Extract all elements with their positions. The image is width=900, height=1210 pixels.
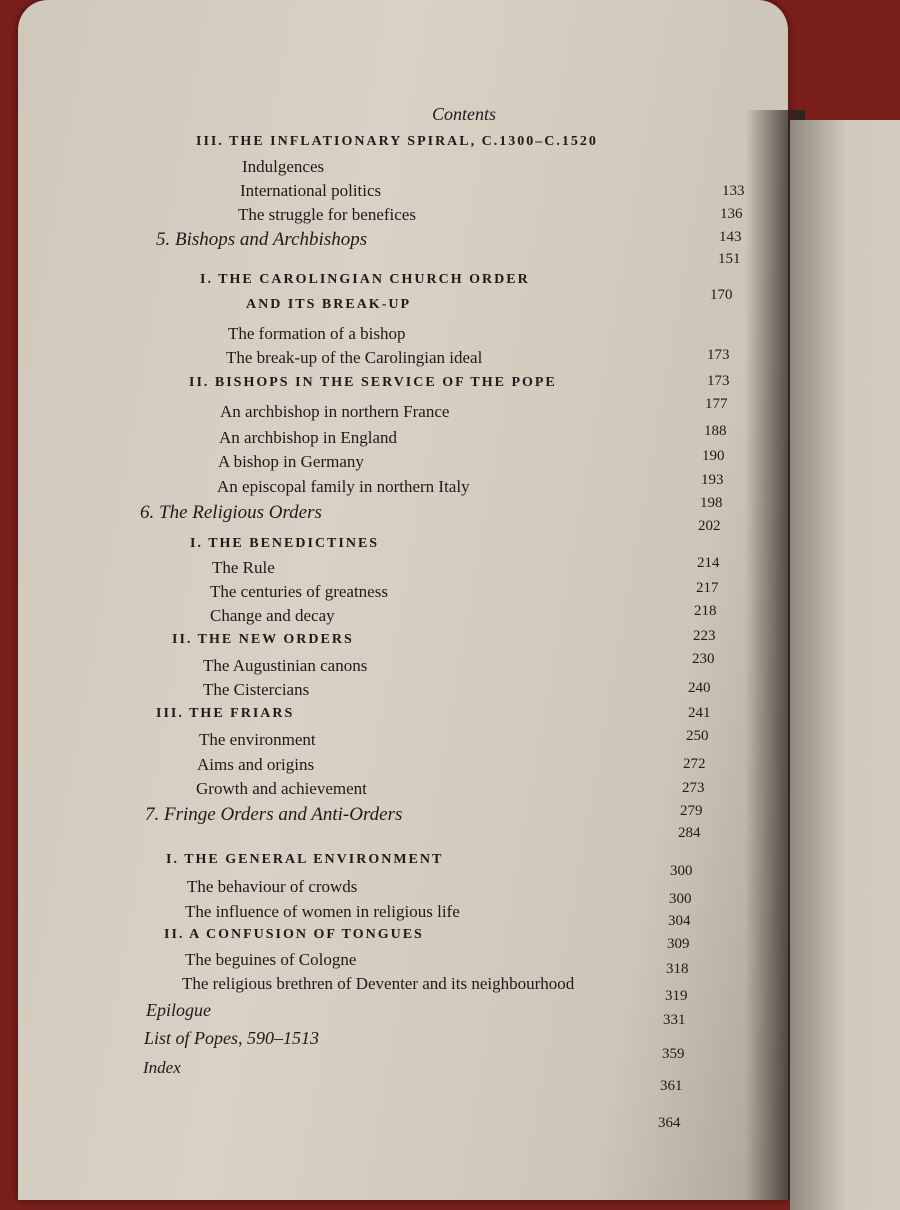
toc-section: III. THE FRIARS <box>156 706 295 721</box>
page-number: 361 <box>660 1078 683 1094</box>
toc-chapter: Epilogue <box>146 1000 211 1020</box>
page-number: 359 <box>662 1046 685 1062</box>
toc-chapter: 6. The Religious Orders <box>140 502 322 523</box>
toc-subsection: The Augustinian canons <box>203 656 368 675</box>
toc-subsection: Change and decay <box>210 606 335 625</box>
page-number: 284 <box>678 825 701 841</box>
toc-subsection: The religious brethren of Deventer and its neighbourhood <box>182 974 575 993</box>
page-number: 133 <box>722 183 745 199</box>
toc-subsection: The beguines of Cologne <box>185 950 357 969</box>
page-number: 190 <box>702 448 725 464</box>
page-number: 304 <box>668 913 691 929</box>
page-number: 173 <box>707 347 730 363</box>
page-number: 151 <box>718 251 741 267</box>
page-number: 217 <box>696 580 719 596</box>
toc-subsection: The influence of women in religious life <box>185 902 460 921</box>
page-number: 272 <box>683 756 706 772</box>
toc-subsection: International politics <box>240 181 382 200</box>
toc-subsection: The environment <box>199 730 316 749</box>
page-number: 319 <box>665 988 688 1004</box>
toc-chapter: 7. Fringe Orders and Anti-Orders <box>145 804 403 825</box>
page-number: 177 <box>705 396 728 412</box>
page-number: 170 <box>710 287 733 303</box>
page-number: 300 <box>670 863 693 879</box>
toc-subsection: The centuries of greatness <box>210 582 388 601</box>
toc-section: II. BISHOPS IN THE SERVICE OF THE POPE <box>189 375 557 390</box>
page-number: 188 <box>704 423 727 439</box>
page-number: 318 <box>666 961 689 977</box>
toc-section: II. THE NEW ORDERS <box>172 632 354 647</box>
toc-chapter: List of Popes, 590–1513 <box>144 1028 320 1048</box>
page-number: 250 <box>686 728 709 744</box>
toc-subsection: The behaviour of crowds <box>187 877 358 896</box>
page-number: 193 <box>701 472 724 488</box>
page-number: 198 <box>700 495 723 511</box>
toc-subsection: A bishop in Germany <box>218 452 364 471</box>
running-header: Contents <box>432 104 497 124</box>
page-number: 309 <box>667 936 690 952</box>
page-number: 364 <box>658 1115 681 1131</box>
toc-subsection: Aims and origins <box>197 755 315 774</box>
page-number: 202 <box>698 518 721 534</box>
toc-subsection: The Rule <box>212 558 275 577</box>
toc-section: I. THE BENEDICTINES <box>190 536 380 551</box>
toc-subsection: The struggle for benefices <box>238 205 416 224</box>
toc-section: AND ITS BREAK-UP <box>246 297 412 312</box>
toc-subsection: Indulgences <box>242 157 325 176</box>
toc-section: I. THE GENERAL ENVIRONMENT <box>166 852 444 867</box>
page-number: 136 <box>720 206 743 222</box>
toc-subsection: An archbishop in northern France <box>220 402 450 421</box>
page-number: 230 <box>692 651 715 667</box>
page-number: 273 <box>682 780 705 796</box>
page-number: 214 <box>697 555 720 571</box>
toc-subsection: Growth and achievement <box>196 779 367 798</box>
page-number: 173 <box>707 373 730 389</box>
toc-chapter: Index <box>143 1058 181 1077</box>
page-number: 241 <box>688 705 711 721</box>
page-number: 240 <box>688 680 711 696</box>
page-number: 300 <box>669 891 692 907</box>
facing-page <box>790 120 900 1210</box>
toc-subsection: An archbishop in England <box>219 428 397 447</box>
toc-section: I. THE CAROLINGIAN CHURCH ORDER <box>200 272 530 287</box>
page-number: 331 <box>663 1012 686 1028</box>
toc-subsection: The break-up of the Carolingian ideal <box>226 348 483 367</box>
page-number: 143 <box>719 229 742 245</box>
toc-section: III. THE INFLATIONARY SPIRAL, C.1300–C.1520 <box>196 134 598 149</box>
page-number: 223 <box>693 628 716 644</box>
toc-subsection: The formation of a bishop <box>228 324 406 343</box>
toc-chapter: 5. Bishops and Archbishops <box>156 229 368 250</box>
toc-subsection: An episcopal family in northern Italy <box>217 477 470 496</box>
toc-section: II. A CONFUSION OF TONGUES <box>164 927 424 942</box>
page-number: 218 <box>694 603 717 619</box>
page-number: 279 <box>680 803 703 819</box>
toc-subsection: The Cistercians <box>203 680 310 699</box>
